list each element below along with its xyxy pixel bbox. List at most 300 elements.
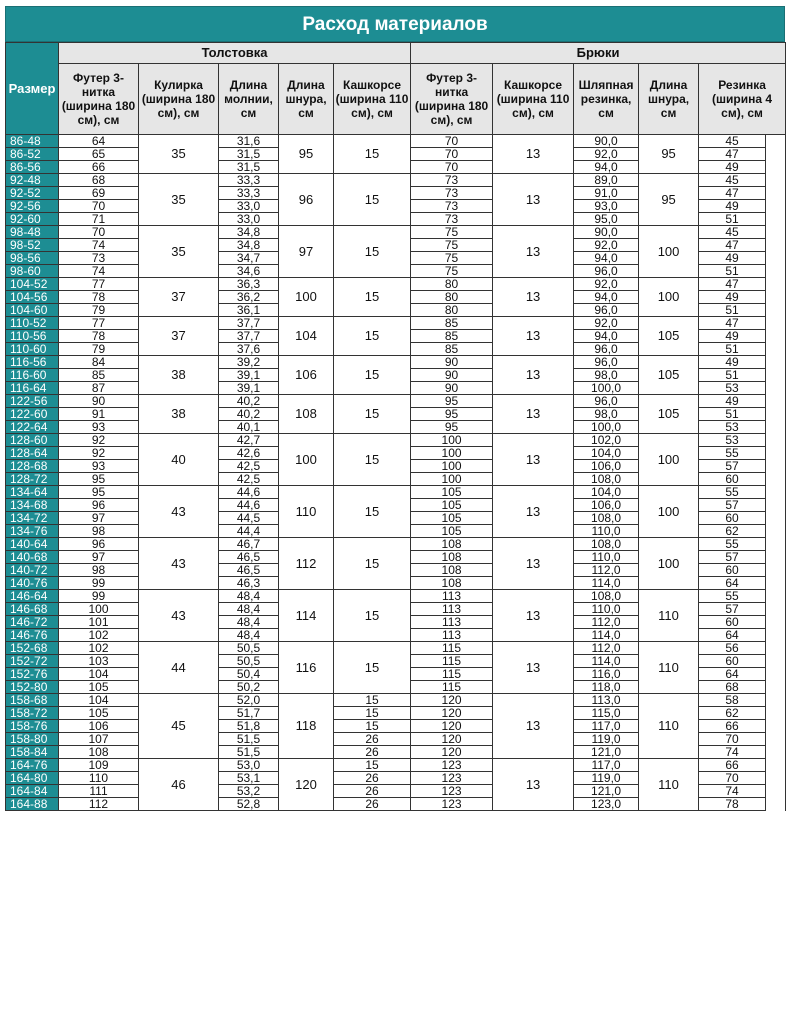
row-spacer <box>766 629 786 642</box>
hoodie-fleece-cell: 79 <box>59 304 139 317</box>
pants-kashkorse-cell: 13 <box>493 694 574 759</box>
hoodie-zipper-cell: 50,4 <box>219 668 279 681</box>
hoodie-kashkorse-cell: 26 <box>334 746 411 759</box>
hoodie-kashkorse-cell: 26 <box>334 785 411 798</box>
size-cell: 98-52 <box>6 239 59 252</box>
hoodie-cord-cell: 104 <box>279 317 334 356</box>
hoodie-kashkorse-cell: 15 <box>334 434 411 486</box>
hoodie-zipper-cell: 37,6 <box>219 343 279 356</box>
size-cell: 164-80 <box>6 772 59 785</box>
row-spacer <box>766 291 786 304</box>
hoodie-fleece-cell: 84 <box>59 356 139 369</box>
table-row <box>6 434 786 447</box>
hoodie-zipper-header: Длина молнии, см <box>219 64 279 135</box>
pants-hat-elastic-cell: 92,0 <box>574 278 639 291</box>
pants-hat-elastic-cell: 104,0 <box>574 486 639 499</box>
pants-elastic-cell: 51 <box>699 369 766 382</box>
pants-elastic-cell: 51 <box>699 343 766 356</box>
pants-elastic-cell: 57 <box>699 551 766 564</box>
pants-group-header: Брюки <box>411 43 786 64</box>
pants-hat-elastic-cell: 116,0 <box>574 668 639 681</box>
hoodie-zipper-cell: 46,3 <box>219 577 279 590</box>
size-cell: 104-60 <box>6 304 59 317</box>
pants-hat-elastic-cell: 108,0 <box>574 512 639 525</box>
row-spacer <box>766 486 786 499</box>
size-cell: 104-52 <box>6 278 59 291</box>
hoodie-fleece-cell: 99 <box>59 577 139 590</box>
hoodie-zipper-cell: 33,0 <box>219 200 279 213</box>
table-row <box>6 694 786 707</box>
hoodie-zipper-cell: 33,0 <box>219 213 279 226</box>
table-row <box>6 642 786 655</box>
hoodie-fleece-cell: 103 <box>59 655 139 668</box>
size-cell: 146-76 <box>6 629 59 642</box>
size-cell: 122-60 <box>6 408 59 421</box>
table-body <box>6 135 786 811</box>
hoodie-fleece-cell: 112 <box>59 798 139 811</box>
pants-fleece-cell: 120 <box>411 720 493 733</box>
row-spacer <box>766 642 786 655</box>
hoodie-zipper-cell: 51,8 <box>219 720 279 733</box>
pants-fleece-cell: 75 <box>411 252 493 265</box>
pants-elastic-cell: 55 <box>699 486 766 499</box>
hoodie-kulirka-cell: 40 <box>139 434 219 486</box>
hoodie-zipper-cell: 42,6 <box>219 447 279 460</box>
pants-elastic-cell: 47 <box>699 148 766 161</box>
hoodie-kashkorse-cell: 15 <box>334 486 411 538</box>
header-group-row <box>6 43 786 64</box>
pants-fleece-cell: 108 <box>411 538 493 551</box>
pants-fleece-cell: 105 <box>411 486 493 499</box>
pants-fleece-cell: 113 <box>411 603 493 616</box>
hoodie-kashkorse-cell: 15 <box>334 356 411 395</box>
hoodie-fleece-cell: 111 <box>59 785 139 798</box>
hoodie-kashkorse-cell: 26 <box>334 772 411 785</box>
hoodie-fleece-cell: 71 <box>59 213 139 226</box>
hoodie-fleece-cell: 106 <box>59 720 139 733</box>
size-cell: 116-60 <box>6 369 59 382</box>
pants-fleece-cell: 80 <box>411 291 493 304</box>
hoodie-fleece-header: Футер 3-нитка (ширина 180 см), см <box>59 64 139 135</box>
pants-fleece-cell: 108 <box>411 551 493 564</box>
pants-hat-elastic-cell: 106,0 <box>574 460 639 473</box>
pants-elastic-cell: 51 <box>699 213 766 226</box>
hoodie-zipper-cell: 46,5 <box>219 564 279 577</box>
table-row <box>6 486 786 499</box>
pants-cord-cell: 100 <box>639 226 699 278</box>
hoodie-fleece-cell: 93 <box>59 460 139 473</box>
size-cell: 128-60 <box>6 434 59 447</box>
pants-hat-elastic-cell: 110,0 <box>574 603 639 616</box>
pants-hat-elastic-cell: 112,0 <box>574 642 639 655</box>
pants-hat-elastic-cell: 100,0 <box>574 382 639 395</box>
hoodie-fleece-cell: 93 <box>59 421 139 434</box>
pants-elastic-cell: 74 <box>699 785 766 798</box>
size-cell: 122-64 <box>6 421 59 434</box>
hoodie-zipper-cell: 50,5 <box>219 655 279 668</box>
hoodie-cord-cell: 97 <box>279 226 334 278</box>
hoodie-zipper-cell: 40,1 <box>219 421 279 434</box>
size-cell: 92-60 <box>6 213 59 226</box>
pants-kashkorse-cell: 13 <box>493 278 574 317</box>
pants-hat-elastic-cell: 94,0 <box>574 252 639 265</box>
pants-fleece-cell: 105 <box>411 525 493 538</box>
row-spacer <box>766 239 786 252</box>
size-cell: 146-64 <box>6 590 59 603</box>
size-cell: 98-48 <box>6 226 59 239</box>
row-spacer <box>766 798 786 811</box>
hoodie-zipper-cell: 40,2 <box>219 395 279 408</box>
size-cell: 110-56 <box>6 330 59 343</box>
table-row <box>6 538 786 551</box>
pants-cord-cell: 95 <box>639 174 699 226</box>
pants-elastic-cell: 53 <box>699 421 766 434</box>
hoodie-zipper-cell: 39,1 <box>219 369 279 382</box>
row-spacer <box>766 330 786 343</box>
pants-fleece-cell: 120 <box>411 707 493 720</box>
hoodie-fleece-cell: 70 <box>59 226 139 239</box>
pants-fleece-cell: 73 <box>411 200 493 213</box>
pants-fleece-cell: 108 <box>411 564 493 577</box>
pants-fleece-cell: 95 <box>411 408 493 421</box>
pants-elastic-cell: 55 <box>699 538 766 551</box>
hoodie-kashkorse-cell: 15 <box>334 759 411 772</box>
size-cell: 98-56 <box>6 252 59 265</box>
pants-cord-cell: 105 <box>639 395 699 434</box>
hoodie-fleece-cell: 96 <box>59 499 139 512</box>
hoodie-kashkorse-cell: 15 <box>334 174 411 226</box>
hoodie-zipper-cell: 53,0 <box>219 759 279 772</box>
row-spacer <box>766 161 786 174</box>
pants-hat-elastic-cell: 119,0 <box>574 733 639 746</box>
table-row <box>6 226 786 239</box>
pants-fleece-cell: 123 <box>411 772 493 785</box>
hoodie-zipper-cell: 48,4 <box>219 603 279 616</box>
hoodie-fleece-cell: 109 <box>59 759 139 772</box>
pants-elastic-cell: 45 <box>699 226 766 239</box>
table-row <box>6 278 786 291</box>
size-cell: 152-80 <box>6 681 59 694</box>
hoodie-zipper-cell: 51,5 <box>219 733 279 746</box>
hoodie-kulirka-cell: 35 <box>139 135 219 174</box>
size-cell: 104-56 <box>6 291 59 304</box>
pants-fleece-cell: 123 <box>411 785 493 798</box>
pants-cord-cell: 100 <box>639 278 699 317</box>
hoodie-cord-cell: 95 <box>279 135 334 174</box>
pants-elastic-cell: 57 <box>699 460 766 473</box>
pants-elastic-cell: 66 <box>699 720 766 733</box>
pants-elastic-cell: 64 <box>699 629 766 642</box>
pants-hat-elastic-cell: 117,0 <box>574 720 639 733</box>
row-spacer <box>766 213 786 226</box>
pants-hat-elastic-cell: 114,0 <box>574 655 639 668</box>
hoodie-zipper-cell: 42,5 <box>219 460 279 473</box>
pants-fleece-cell: 100 <box>411 434 493 447</box>
hoodie-fleece-cell: 98 <box>59 564 139 577</box>
pants-elastic-cell: 57 <box>699 603 766 616</box>
pants-cord-cell: 105 <box>639 356 699 395</box>
hoodie-kulirka-cell: 45 <box>139 694 219 759</box>
hoodie-zipper-cell: 44,5 <box>219 512 279 525</box>
pants-kashkorse-cell: 13 <box>493 759 574 811</box>
row-spacer <box>766 278 786 291</box>
hoodie-kulirka-cell: 37 <box>139 278 219 317</box>
pants-fleece-cell: 80 <box>411 304 493 317</box>
pants-hat-elastic-cell: 96,0 <box>574 395 639 408</box>
hoodie-zipper-cell: 44,6 <box>219 499 279 512</box>
hoodie-kulirka-cell: 37 <box>139 317 219 356</box>
hoodie-kulirka-header: Кулирка (ширина 180 см), см <box>139 64 219 135</box>
row-spacer <box>766 395 786 408</box>
row-spacer <box>766 473 786 486</box>
pants-fleece-cell: 70 <box>411 161 493 174</box>
size-cell: 152-68 <box>6 642 59 655</box>
row-spacer <box>766 421 786 434</box>
hoodie-zipper-cell: 50,2 <box>219 681 279 694</box>
pants-hat-elastic-cell: 117,0 <box>574 759 639 772</box>
pants-hat-elastic-cell: 119,0 <box>574 772 639 785</box>
row-spacer <box>766 200 786 213</box>
pants-fleece-cell: 85 <box>411 330 493 343</box>
row-spacer <box>766 759 786 772</box>
hoodie-zipper-cell: 34,8 <box>219 226 279 239</box>
pants-kashkorse-cell: 13 <box>493 538 574 590</box>
pants-elastic-cell: 51 <box>699 408 766 421</box>
pants-fleece-cell: 115 <box>411 655 493 668</box>
hoodie-fleece-cell: 69 <box>59 187 139 200</box>
hoodie-zipper-cell: 37,7 <box>219 330 279 343</box>
hoodie-kashkorse-cell: 15 <box>334 590 411 642</box>
hoodie-kashkorse-cell: 26 <box>334 733 411 746</box>
hoodie-kashkorse-cell: 15 <box>334 720 411 733</box>
row-spacer <box>766 551 786 564</box>
hoodie-zipper-cell: 46,5 <box>219 551 279 564</box>
hoodie-cord-cell: 100 <box>279 278 334 317</box>
row-spacer <box>766 226 786 239</box>
pants-kashkorse-cell: 13 <box>493 174 574 226</box>
pants-fleece-cell: 120 <box>411 733 493 746</box>
pants-hat-elastic-cell: 96,0 <box>574 304 639 317</box>
size-cell: 152-76 <box>6 668 59 681</box>
hoodie-kashkorse-cell: 15 <box>334 395 411 434</box>
pants-fleece-cell: 73 <box>411 174 493 187</box>
pants-hat-elastic-cell: 108,0 <box>574 473 639 486</box>
size-cell: 158-68 <box>6 694 59 707</box>
pants-cord-cell: 95 <box>639 135 699 174</box>
hoodie-kashkorse-cell: 15 <box>334 135 411 174</box>
hoodie-zipper-cell: 46,7 <box>219 538 279 551</box>
row-spacer <box>766 174 786 187</box>
hoodie-fleece-cell: 74 <box>59 265 139 278</box>
pants-elastic-cell: 66 <box>699 759 766 772</box>
pants-hat-elastic-cell: 110,0 <box>574 525 639 538</box>
row-spacer <box>766 135 786 148</box>
row-spacer <box>766 356 786 369</box>
table-row <box>6 759 786 772</box>
pants-hat-elastic-cell: 110,0 <box>574 551 639 564</box>
hoodie-fleece-cell: 92 <box>59 447 139 460</box>
pants-elastic-cell: 64 <box>699 668 766 681</box>
row-spacer <box>766 733 786 746</box>
hoodie-zipper-cell: 40,2 <box>219 408 279 421</box>
hoodie-cord-cell: 120 <box>279 759 334 811</box>
pants-elastic-cell: 60 <box>699 512 766 525</box>
pants-fleece-cell: 105 <box>411 512 493 525</box>
pants-fleece-cell: 73 <box>411 187 493 200</box>
hoodie-zipper-cell: 51,7 <box>219 707 279 720</box>
hoodie-fleece-cell: 95 <box>59 486 139 499</box>
pants-hat-elastic-cell: 108,0 <box>574 590 639 603</box>
hoodie-fleece-cell: 87 <box>59 382 139 395</box>
pants-fleece-cell: 113 <box>411 590 493 603</box>
size-cell: 110-52 <box>6 317 59 330</box>
hoodie-fleece-cell: 78 <box>59 330 139 343</box>
hoodie-cord-cell: 114 <box>279 590 334 642</box>
hoodie-fleece-cell: 73 <box>59 252 139 265</box>
pants-elastic-cell: 49 <box>699 356 766 369</box>
hoodie-fleece-cell: 97 <box>59 551 139 564</box>
hoodie-fleece-cell: 85 <box>59 369 139 382</box>
hoodie-fleece-cell: 100 <box>59 603 139 616</box>
hoodie-fleece-cell: 77 <box>59 317 139 330</box>
row-spacer <box>766 460 786 473</box>
pants-elastic-cell: 49 <box>699 200 766 213</box>
pants-elastic-cell: 55 <box>699 590 766 603</box>
hoodie-fleece-cell: 77 <box>59 278 139 291</box>
pants-hat-elastic-cell: 98,0 <box>574 408 639 421</box>
pants-fleece-cell: 75 <box>411 226 493 239</box>
pants-fleece-cell: 95 <box>411 395 493 408</box>
hoodie-kashkorse-cell: 15 <box>334 226 411 278</box>
hoodie-zipper-cell: 48,4 <box>219 629 279 642</box>
pants-fleece-cell: 115 <box>411 642 493 655</box>
pants-hat-elastic-cell: 114,0 <box>574 577 639 590</box>
pants-fleece-cell: 70 <box>411 135 493 148</box>
pants-elastic-cell: 58 <box>699 694 766 707</box>
pants-fleece-cell: 120 <box>411 694 493 707</box>
hoodie-fleece-cell: 105 <box>59 707 139 720</box>
pants-fleece-cell: 123 <box>411 759 493 772</box>
hoodie-fleece-cell: 107 <box>59 733 139 746</box>
hoodie-fleece-cell: 78 <box>59 291 139 304</box>
pants-hat-elastic-cell: 90,0 <box>574 135 639 148</box>
row-spacer <box>766 434 786 447</box>
pants-hat-elastic-cell: 92,0 <box>574 317 639 330</box>
row-spacer <box>766 655 786 668</box>
size-cell: 122-56 <box>6 395 59 408</box>
materials-table <box>5 42 786 811</box>
hoodie-zipper-cell: 42,7 <box>219 434 279 447</box>
pants-kashkorse-cell: 13 <box>493 317 574 356</box>
size-cell: 152-72 <box>6 655 59 668</box>
pants-elastic-cell: 53 <box>699 434 766 447</box>
row-spacer <box>766 720 786 733</box>
pants-elastic-cell: 49 <box>699 395 766 408</box>
pants-elastic-cell: 60 <box>699 564 766 577</box>
hoodie-fleece-cell: 79 <box>59 343 139 356</box>
pants-elastic-cell: 49 <box>699 330 766 343</box>
size-cell: 140-72 <box>6 564 59 577</box>
hoodie-kulirka-cell: 43 <box>139 590 219 642</box>
pants-hat-elastic-cell: 102,0 <box>574 434 639 447</box>
size-cell: 128-64 <box>6 447 59 460</box>
hoodie-fleece-cell: 90 <box>59 395 139 408</box>
hoodie-fleece-cell: 102 <box>59 642 139 655</box>
hoodie-zipper-cell: 52,0 <box>219 694 279 707</box>
pants-fleece-cell: 113 <box>411 629 493 642</box>
pants-fleece-cell: 75 <box>411 265 493 278</box>
pants-elastic-cell: 53 <box>699 382 766 395</box>
size-cell: 116-56 <box>6 356 59 369</box>
pants-elastic-cell: 49 <box>699 252 766 265</box>
pants-hat-elastic-cell: 96,0 <box>574 356 639 369</box>
size-cell: 164-76 <box>6 759 59 772</box>
hoodie-zipper-cell: 34,6 <box>219 265 279 278</box>
pants-fleece-cell: 123 <box>411 798 493 811</box>
row-spacer <box>766 317 786 330</box>
pants-fleece-cell: 115 <box>411 668 493 681</box>
size-cell: 134-72 <box>6 512 59 525</box>
pants-kashkorse-cell: 13 <box>493 395 574 434</box>
pants-fleece-cell: 85 <box>411 343 493 356</box>
pants-elastic-cell: 62 <box>699 525 766 538</box>
sheet-title: Расход материалов <box>5 6 785 42</box>
pants-hat-elastic-cell: 92,0 <box>574 148 639 161</box>
pants-fleece-cell: 75 <box>411 239 493 252</box>
size-cell: 110-60 <box>6 343 59 356</box>
hoodie-fleece-cell: 108 <box>59 746 139 759</box>
pants-hat-elastic-cell: 89,0 <box>574 174 639 187</box>
hoodie-fleece-cell: 104 <box>59 694 139 707</box>
size-cell: 134-76 <box>6 525 59 538</box>
hoodie-fleece-cell: 74 <box>59 239 139 252</box>
size-cell: 158-76 <box>6 720 59 733</box>
pants-elastic-cell: 68 <box>699 681 766 694</box>
hoodie-zipper-cell: 48,4 <box>219 590 279 603</box>
size-cell: 86-48 <box>6 135 59 148</box>
pants-elastic-cell: 62 <box>699 707 766 720</box>
pants-hat-elastic-cell: 94,0 <box>574 291 639 304</box>
materials-sheet <box>5 6 785 811</box>
hoodie-kashkorse-cell: 15 <box>334 538 411 590</box>
pants-elastic-cell: 78 <box>699 798 766 811</box>
pants-fleece-cell: 95 <box>411 421 493 434</box>
row-spacer <box>766 707 786 720</box>
hoodie-kulirka-cell: 43 <box>139 486 219 538</box>
hoodie-fleece-cell: 102 <box>59 629 139 642</box>
pants-fleece-cell: 90 <box>411 369 493 382</box>
size-cell: 92-48 <box>6 174 59 187</box>
row-spacer <box>766 603 786 616</box>
size-cell: 128-72 <box>6 473 59 486</box>
table-row <box>6 590 786 603</box>
hoodie-zipper-cell: 34,8 <box>219 239 279 252</box>
hoodie-kashkorse-cell: 15 <box>334 707 411 720</box>
pants-elastic-cell: 70 <box>699 772 766 785</box>
row-spacer <box>766 668 786 681</box>
pants-cord-cell: 100 <box>639 486 699 538</box>
pants-cord-cell: 100 <box>639 434 699 486</box>
row-spacer <box>766 538 786 551</box>
hoodie-zipper-cell: 53,2 <box>219 785 279 798</box>
size-cell: 146-72 <box>6 616 59 629</box>
pants-elastic-cell: 47 <box>699 278 766 291</box>
pants-elastic-cell: 47 <box>699 187 766 200</box>
row-spacer <box>766 447 786 460</box>
pants-elastic-cell: 60 <box>699 616 766 629</box>
pants-hat-elastic-header: Шляпная резинка, см <box>574 64 639 135</box>
hoodie-fleece-cell: 65 <box>59 148 139 161</box>
